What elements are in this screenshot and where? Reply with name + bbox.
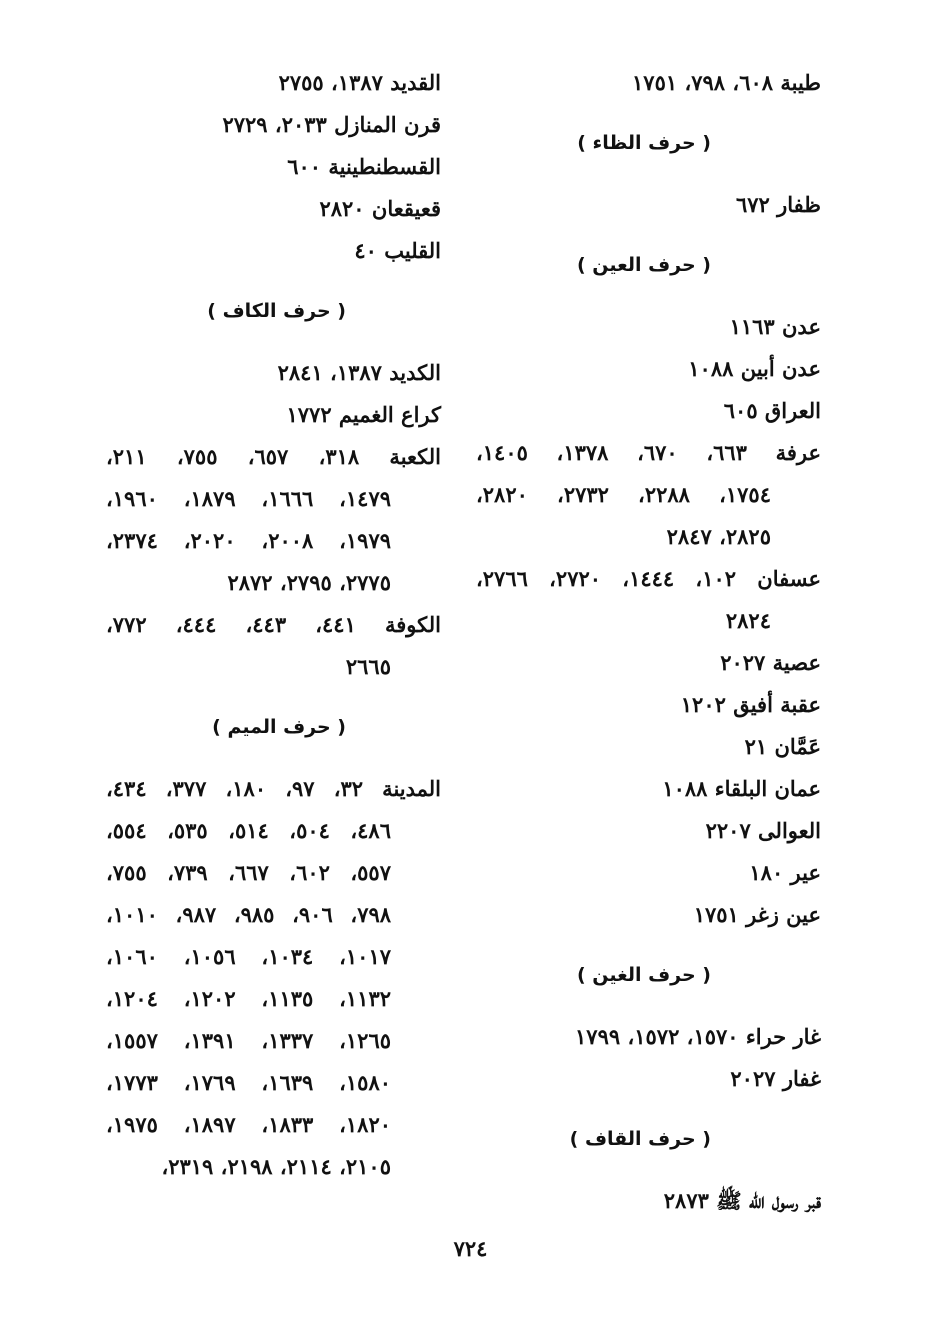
section-heading: ( حرف الكاف ) xyxy=(207,300,346,322)
index-entry: غفار ٢٠٢٧ xyxy=(730,1066,821,1091)
index-entry: القديد ١٣٨٧، ٢٧٥٥ xyxy=(278,70,441,95)
index-entry-line: المدينة ٣٢، ٩٧، ١٨٠، ٣٧٧، ٤٣٤، xyxy=(106,776,442,801)
section-heading: ( حرف القاف ) xyxy=(569,1128,711,1150)
index-entry: عدن أبين ١٠٨٨ xyxy=(688,356,821,381)
index-entry-multiline xyxy=(106,768,441,1188)
index-entry-line: ١١٣٢، ١١٣٥، ١٢٠٢، ١٢٠٤، xyxy=(106,986,392,1011)
index-entry-line: ١٢٦٥، ١٣٣٧، ١٣٩١، ١٥٥٧، xyxy=(106,1028,392,1053)
index-entry-line: ٢٨٢٥، ٢٨٤٧ xyxy=(666,524,771,549)
index-entry: عير ١٨٠ xyxy=(749,860,821,885)
index-entry: العراق ٦٠٥ xyxy=(723,398,821,423)
index-entry: عين زغر ١٧٥١ xyxy=(693,902,821,927)
index-entry: القسطنطينية ٦٠٠ xyxy=(287,154,441,179)
index-entry-multiline xyxy=(106,604,441,688)
index-entry: ظفار ٦٧٢ xyxy=(735,192,821,217)
index-entry-line: ٤٨٦، ٥٠٤، ٥١٤، ٥٣٥، ٥٥٤، xyxy=(106,818,391,843)
index-entry-line: ١٥٨٠، ١٦٣٩، ١٧٦٩، ١٧٧٣، xyxy=(106,1070,392,1095)
index-entry: عدن ١١٦٣ xyxy=(729,314,821,339)
index-entry-line: ١٧٥٤، ٢٢٨٨، ٢٧٣٢، ٢٨٢٠، xyxy=(476,482,771,507)
index-entry: قعيقعان ٢٨٢٠ xyxy=(319,196,441,221)
index-entry: القليب ٤٠ xyxy=(354,238,441,263)
section-heading: ( حرف الظاء ) xyxy=(577,132,711,154)
index-entry-line: عسفان ١٠٢، ١٤٤٤، ٢٧٢٠، ٢٧٦٦، xyxy=(476,566,821,591)
section-heading: ( حرف الغين ) xyxy=(576,964,711,986)
index-entry-line: ١٠١٧، ١٠٣٤، ١٠٥٦، ١٠٦٠، xyxy=(106,944,392,969)
index-entry-multiline xyxy=(476,432,821,558)
index-entry: كراع الغميم ١٧٧٢ xyxy=(286,402,441,427)
page-number: ٧٢٤ xyxy=(453,1236,488,1261)
index-entry: العوالى ٢٢٠٧ xyxy=(705,818,821,843)
index-entry-line: ١٤٧٩، ١٦٦٦، ١٨٧٩، ١٩٦٠، xyxy=(106,486,392,511)
index-entry-multiline xyxy=(476,558,821,642)
index-entry: غار حراء ١٥٧٠، ١٥٧٢، ١٧٩٩ xyxy=(575,1024,821,1049)
index-entry-line: الكعبة ٣١٨، ٦٥٧، ٧٥٥، ٢١١، xyxy=(106,444,441,469)
index-entry: طيبة ٦٠٨، ٧٩٨، ١٧٥١ xyxy=(632,70,821,95)
index-entry-line: ١٨٢٠، ١٨٣٣، ١٨٩٧، ١٩٧٥، xyxy=(106,1112,392,1137)
right-column xyxy=(476,62,821,1222)
index-entry: عقبة أفيق ١٢٠٢ xyxy=(680,692,821,717)
index-entry-line: ٥٥٧، ٦٠٢، ٦٦٧، ٧٣٩، ٧٥٥، xyxy=(106,860,391,885)
section-heading: ( حرف العين ) xyxy=(576,254,711,276)
index-entry-line: ١٩٧٩، ٢٠٠٨، ٢٠٢٠، ٢٣٧٤، xyxy=(106,528,392,553)
section-heading: ( حرف الميم ) xyxy=(212,716,346,738)
index-entry-line: ٢١٠٥، ٢١١٤، ٢١٩٨، ٢٣١٩، xyxy=(161,1154,391,1179)
index-entry: قبر رسول الله ﷺ ٢٨٧٣ xyxy=(663,1188,821,1213)
index-entry: قرن المنازل ٢٠٣٣، ٢٧٢٩ xyxy=(222,112,441,137)
left-column xyxy=(106,62,441,1188)
index-entry-line: ٢٨٢٤ xyxy=(725,608,771,633)
index-entry: عصية ٢٠٢٧ xyxy=(720,650,821,675)
index-entry-line: ٧٩٨، ٩٠٦، ٩٨٥، ٩٨٧، ١٠١٠، xyxy=(106,902,392,927)
index-entry-multiline xyxy=(106,436,441,604)
index-entry: الكديد ١٣٨٧، ٢٨٤١ xyxy=(277,360,441,385)
index-entry-line: عرفة ٦٦٣، ٦٧٠، ١٣٧٨، ١٤٠٥، xyxy=(476,440,821,465)
index-entry: عمان البلقاء ١٠٨٨ xyxy=(662,776,821,801)
index-entry-line: ٢٧٧٥، ٢٧٩٥، ٢٨٧٢ xyxy=(227,570,391,595)
index-entry: عَمَّان ٢١ xyxy=(744,734,821,759)
index-entry-line: الكوفة ٤٤١، ٤٤٣، ٤٤٤، ٧٧٢، xyxy=(106,612,441,637)
index-entry-line: ٢٦٦٥ xyxy=(345,654,391,679)
